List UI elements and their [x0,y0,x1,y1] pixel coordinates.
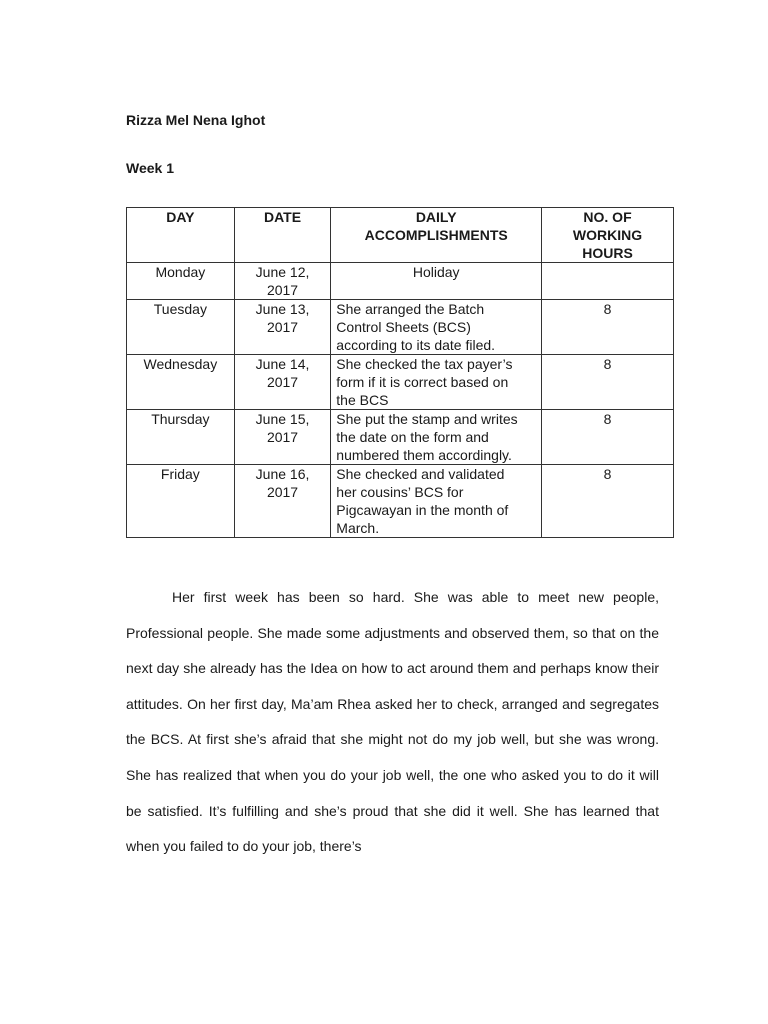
author-name: Rizza Mel Nena Ighot [126,112,266,128]
cell-date: June 13, 2017 [234,300,331,355]
cell-hours [542,263,674,300]
table-row [127,263,674,300]
cell-day: Tuesday [127,300,235,355]
cell-date: June 12, 2017 [234,263,331,300]
header-day: DAY [127,208,235,263]
cell-day: Wednesday [127,355,235,410]
cell-date: June 14, 2017 [234,355,331,410]
cell-day: Thursday [127,410,235,465]
header-hours: NO. OF WORKING HOURS [542,208,674,263]
cell-hours: 8 [542,410,674,465]
cell-accomplishment: She checked and validated her cousins’ BCS for Pigcawayan in the month of March. [331,465,542,538]
cell-accomplishment: She checked the tax payer’s form if it is correct based on the BCS [331,355,542,410]
cell-hours: 8 [542,300,674,355]
cell-day: Monday [127,263,235,300]
cell-accomplishment: She put the stamp and writes the date on the form and numbered them accordingly. [331,410,542,465]
cell-accomplishment: Holiday [331,263,542,300]
table-row [127,300,674,355]
table-row [127,355,674,410]
table-row [127,410,674,465]
cell-hours: 8 [542,465,674,538]
cell-accomplishment: She arranged the Batch Control Sheets (BCS) according to its date filed. [331,300,542,355]
body-paragraph: Her first week has been so hard. She was able to meet new people, Professional people. She made some adjustments and observed them, so that on the next day she already has the Idea on how to act around them and perhaps know their attitudes. On her first day, Ma’am Rhea asked her to check, arranged and segregates the BCS. At first she’s afraid that she might not do my job well, but she was wrong. She has realized that when you do your job well, the one who asked you to do it will be satisfied. It’s fulfilling and she’s proud that she did it well. She has learned that when you failed to do your job, there’s [126,589,659,855]
accomplishment-table [126,207,674,538]
table-header-row [127,208,674,263]
header-date: DATE [234,208,331,263]
cell-hours: 8 [542,355,674,410]
header-accomplishments: DAILY ACCOMPLISHMENTS [331,208,542,263]
cell-day: Friday [127,465,235,538]
week-label: Week 1 [126,160,174,176]
cell-date: June 15, 2017 [234,410,331,465]
table-row [127,465,674,538]
cell-date: June 16, 2017 [234,465,331,538]
